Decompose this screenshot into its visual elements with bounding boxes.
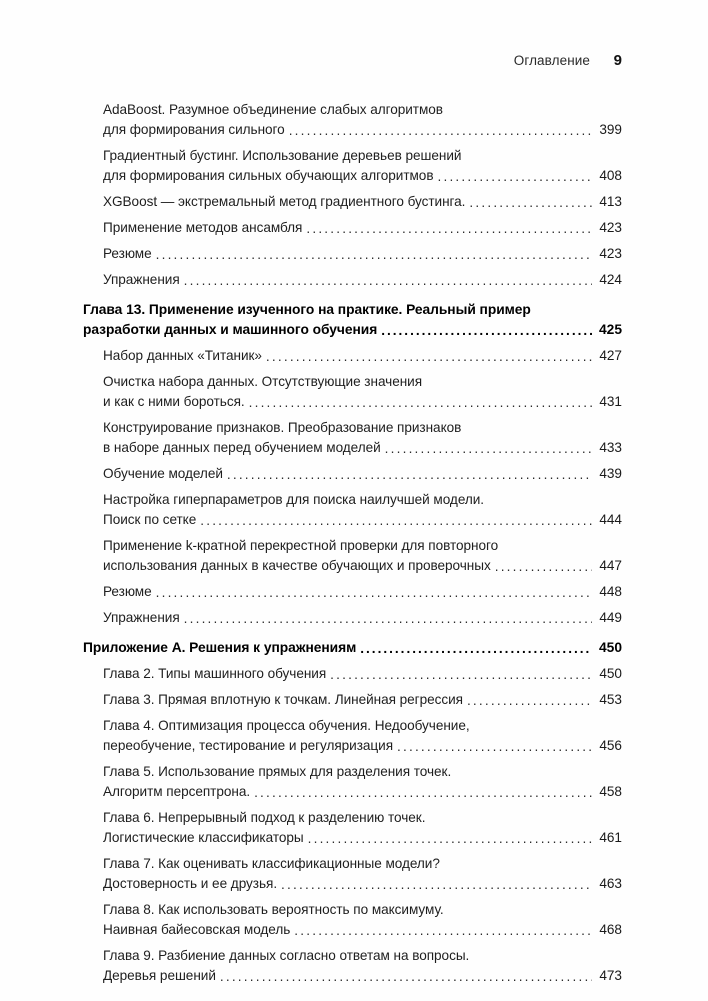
toc-entry-last-line xyxy=(103,438,622,458)
leader-dots xyxy=(254,788,592,802)
leader-dots xyxy=(495,562,592,576)
toc-entry-line xyxy=(103,900,622,920)
toc-entry-title: Очистка набора данных. Отсутствующие значения xyxy=(103,374,423,389)
toc-entry-last-line xyxy=(103,690,622,710)
toc-entry[interactable] xyxy=(103,582,622,602)
toc-entry-page-number: 439 xyxy=(599,466,622,481)
toc-entry-last-line xyxy=(103,782,622,802)
toc-entry-title: Глава 4. Оптимизация процесса обучения. Недообучение, xyxy=(103,718,470,733)
toc-entry-title: Логистические классификаторы xyxy=(103,830,304,845)
toc-entry-title: Глава 3. Прямая вплотную к точкам. Линейная регрессия xyxy=(103,692,463,707)
toc-entry-page-number: 444 xyxy=(599,512,622,527)
toc-entry-last-line xyxy=(103,966,622,986)
toc-entry[interactable] xyxy=(103,270,622,290)
toc-entry-title: разработки данных и машинного обучения xyxy=(83,322,378,337)
leader-dots xyxy=(308,834,592,848)
leader-dots xyxy=(360,644,592,658)
toc-entry-last-line xyxy=(103,120,622,140)
toc-entry-last-line xyxy=(103,218,622,238)
toc-entry-title: Глава 5. Использование прямых для разделения точек. xyxy=(103,764,452,779)
leader-dots xyxy=(184,614,592,628)
toc-entry-last-line xyxy=(103,874,622,894)
toc-entry-page-number: 458 xyxy=(599,784,622,799)
toc-entry-title: использования данных в качестве обучающих и проверочных xyxy=(103,558,491,573)
toc-entry-title: Упражнения xyxy=(103,610,180,625)
toc-entry[interactable] xyxy=(103,854,622,894)
toc-entry[interactable] xyxy=(103,418,622,458)
leader-dots xyxy=(438,172,593,186)
toc-entry-line xyxy=(103,762,622,782)
toc-entry-title: Глава 7. Как оценивать классификационные модели? xyxy=(103,856,440,871)
toc-entry-last-line xyxy=(103,920,622,940)
toc-entry[interactable] xyxy=(103,608,622,628)
leader-dots xyxy=(184,276,592,290)
leader-dots xyxy=(467,696,592,710)
toc-entry-page-number: 423 xyxy=(599,220,622,235)
leader-dots xyxy=(266,352,592,366)
leader-dots xyxy=(249,398,592,412)
toc-entry-last-line xyxy=(103,664,622,684)
leader-dots xyxy=(156,588,592,602)
toc-entry-title: Резюме xyxy=(103,246,152,261)
toc-entry-line xyxy=(103,490,622,510)
toc-entry[interactable] xyxy=(103,664,622,684)
leader-dots xyxy=(469,198,592,212)
toc-entry-title: Применение k-кратной перекрестной проверки для повторного xyxy=(103,538,499,553)
leader-dots xyxy=(227,470,592,484)
toc-entry-title: AdaBoost. Разумное объединение слабых алгоритмов xyxy=(103,102,443,117)
running-head-title: Оглавление xyxy=(513,53,590,68)
toc-entry-last-line xyxy=(103,192,622,212)
toc-entry-page-number: 427 xyxy=(599,348,622,363)
toc-entry-line xyxy=(103,946,622,966)
toc-entry-title: переобучение, тестирование и регуляризация xyxy=(103,738,394,753)
toc-entry-page-number: 425 xyxy=(598,322,622,337)
leader-dots xyxy=(281,880,592,894)
toc-entry-title: Настройка гиперпараметров для поиска наилучшей модели. xyxy=(103,492,485,507)
toc-entry-last-line xyxy=(103,510,622,530)
toc-entry[interactable] xyxy=(103,716,622,756)
leader-dots xyxy=(289,126,592,140)
toc-entry[interactable] xyxy=(103,808,622,848)
toc-entry-page-number: 448 xyxy=(599,584,622,599)
toc-entry-title: Глава 9. Разбиение данных согласно ответам на вопросы. xyxy=(103,948,470,963)
toc-entry-page-number: 468 xyxy=(599,922,622,937)
toc-entry-title: Алгоритм персептрона. xyxy=(103,784,251,799)
toc-entry-title: в наборе данных перед обучением моделей xyxy=(103,440,381,455)
leader-dots xyxy=(385,444,592,458)
toc-entry-title: Набор данных «Титаник» xyxy=(103,348,262,363)
toc-entry-title: Деревья решений xyxy=(103,968,216,983)
toc-entry[interactable] xyxy=(103,346,622,366)
toc-entry-last-line xyxy=(103,582,622,602)
toc-entry-page-number: 423 xyxy=(599,246,622,261)
toc-entry-line xyxy=(103,536,622,556)
toc-entry-title: Упражнения xyxy=(103,272,180,287)
toc-entry-last-line xyxy=(83,638,622,658)
toc-entry-last-line xyxy=(103,828,622,848)
toc-entry[interactable] xyxy=(103,690,622,710)
toc-entry[interactable] xyxy=(83,638,622,658)
toc-entry-line xyxy=(103,418,622,438)
leader-dots xyxy=(381,326,592,340)
toc-entry-last-line xyxy=(103,464,622,484)
leader-dots xyxy=(330,670,592,684)
toc-entry-line xyxy=(103,716,622,736)
toc-entry-title: для формирования сильных обучающих алгоритмов xyxy=(103,168,434,183)
running-head xyxy=(83,52,622,74)
toc-entry-title: Глава 2. Типы машинного обучения xyxy=(103,666,327,681)
toc-entry-last-line xyxy=(103,608,622,628)
toc-entry[interactable] xyxy=(103,762,622,802)
toc-entry-page-number: 431 xyxy=(599,394,622,409)
toc-entry-last-line xyxy=(103,166,622,186)
leader-dots xyxy=(200,516,592,530)
toc-entry-line xyxy=(103,100,622,120)
toc-entry-last-line xyxy=(83,320,622,340)
toc-entry-page-number: 450 xyxy=(598,640,622,655)
toc-entry-title: Градиентный бустинг. Использование деревьев решений xyxy=(103,148,462,163)
toc-entry[interactable] xyxy=(103,536,622,576)
toc-entry-line xyxy=(103,372,622,392)
leader-dots xyxy=(294,926,592,940)
toc-entry-last-line xyxy=(103,736,622,756)
toc-entry-page-number: 461 xyxy=(599,830,622,845)
toc-entry-line xyxy=(103,854,622,874)
leader-dots xyxy=(220,972,592,986)
toc-entry[interactable] xyxy=(103,900,622,940)
toc-entry-line xyxy=(103,146,622,166)
toc-entry-last-line xyxy=(103,244,622,264)
toc-entry-last-line xyxy=(103,392,622,412)
leader-dots xyxy=(156,250,592,264)
toc-entry-title: Наивная байесовская модель xyxy=(103,922,291,937)
toc-entry[interactable] xyxy=(103,192,622,212)
toc-entry-page-number: 413 xyxy=(599,194,622,209)
toc-entry[interactable] xyxy=(103,490,622,530)
toc-entry-page-number: 408 xyxy=(599,168,622,183)
toc-entry[interactable] xyxy=(103,464,622,484)
toc-entry-title: Применение методов ансамбля xyxy=(103,220,303,235)
toc-entry-title: Обучение моделей xyxy=(103,466,223,481)
leader-dots xyxy=(306,224,592,238)
toc-entry[interactable] xyxy=(103,146,622,186)
table-of-contents xyxy=(83,100,622,992)
toc-entry-title: Поиск по сетке xyxy=(103,512,197,527)
toc-entry-title: Глава 6. Непрерывный подход к разделению точек. xyxy=(103,810,426,825)
toc-entry[interactable] xyxy=(103,100,622,140)
toc-entry-last-line xyxy=(103,556,622,576)
toc-entry-page-number: 456 xyxy=(599,738,622,753)
toc-entry-line xyxy=(83,300,622,320)
toc-entry-title: для формирования сильного xyxy=(103,122,285,137)
toc-entry[interactable] xyxy=(103,244,622,264)
toc-entry-title: Резюме xyxy=(103,584,152,599)
toc-entry-title: Достоверность и ее друзья. xyxy=(103,876,278,891)
toc-entry[interactable] xyxy=(83,300,622,340)
toc-entry[interactable] xyxy=(103,372,622,412)
toc-entry-page-number: 433 xyxy=(599,440,622,455)
toc-entry-title: XGBoost — экстремальный метод градиентного бустинга. xyxy=(103,194,466,209)
toc-entry-line xyxy=(103,808,622,828)
toc-entry-page-number: 449 xyxy=(599,610,622,625)
toc-entry-page-number: 463 xyxy=(599,876,622,891)
toc-entry-page-number: 399 xyxy=(599,122,622,137)
toc-entry[interactable] xyxy=(103,218,622,238)
toc-entry-page-number: 424 xyxy=(599,272,622,287)
toc-entry-title: Конструирование признаков. Преобразование признаков xyxy=(103,420,462,435)
toc-entry-title: Глава 13. Применение изученного на практике. Реальный пример xyxy=(83,302,531,317)
toc-entry-page-number: 447 xyxy=(599,558,622,573)
toc-entry-page-number: 450 xyxy=(599,666,622,681)
toc-entry-title: Приложение А. Решения к упражнениям xyxy=(83,640,357,655)
leader-dots xyxy=(397,742,592,756)
toc-entry[interactable] xyxy=(103,946,622,986)
toc-entry-last-line xyxy=(103,346,622,366)
toc-entry-last-line xyxy=(103,270,622,290)
toc-entry-page-number: 453 xyxy=(599,692,622,707)
toc-entry-page-number: 473 xyxy=(599,968,622,983)
toc-entry-title: Глава 8. Как использовать вероятность по максимуму. xyxy=(103,902,444,917)
running-head-folio: 9 xyxy=(613,52,622,69)
toc-entry-title: и как с ними бороться. xyxy=(103,394,245,409)
